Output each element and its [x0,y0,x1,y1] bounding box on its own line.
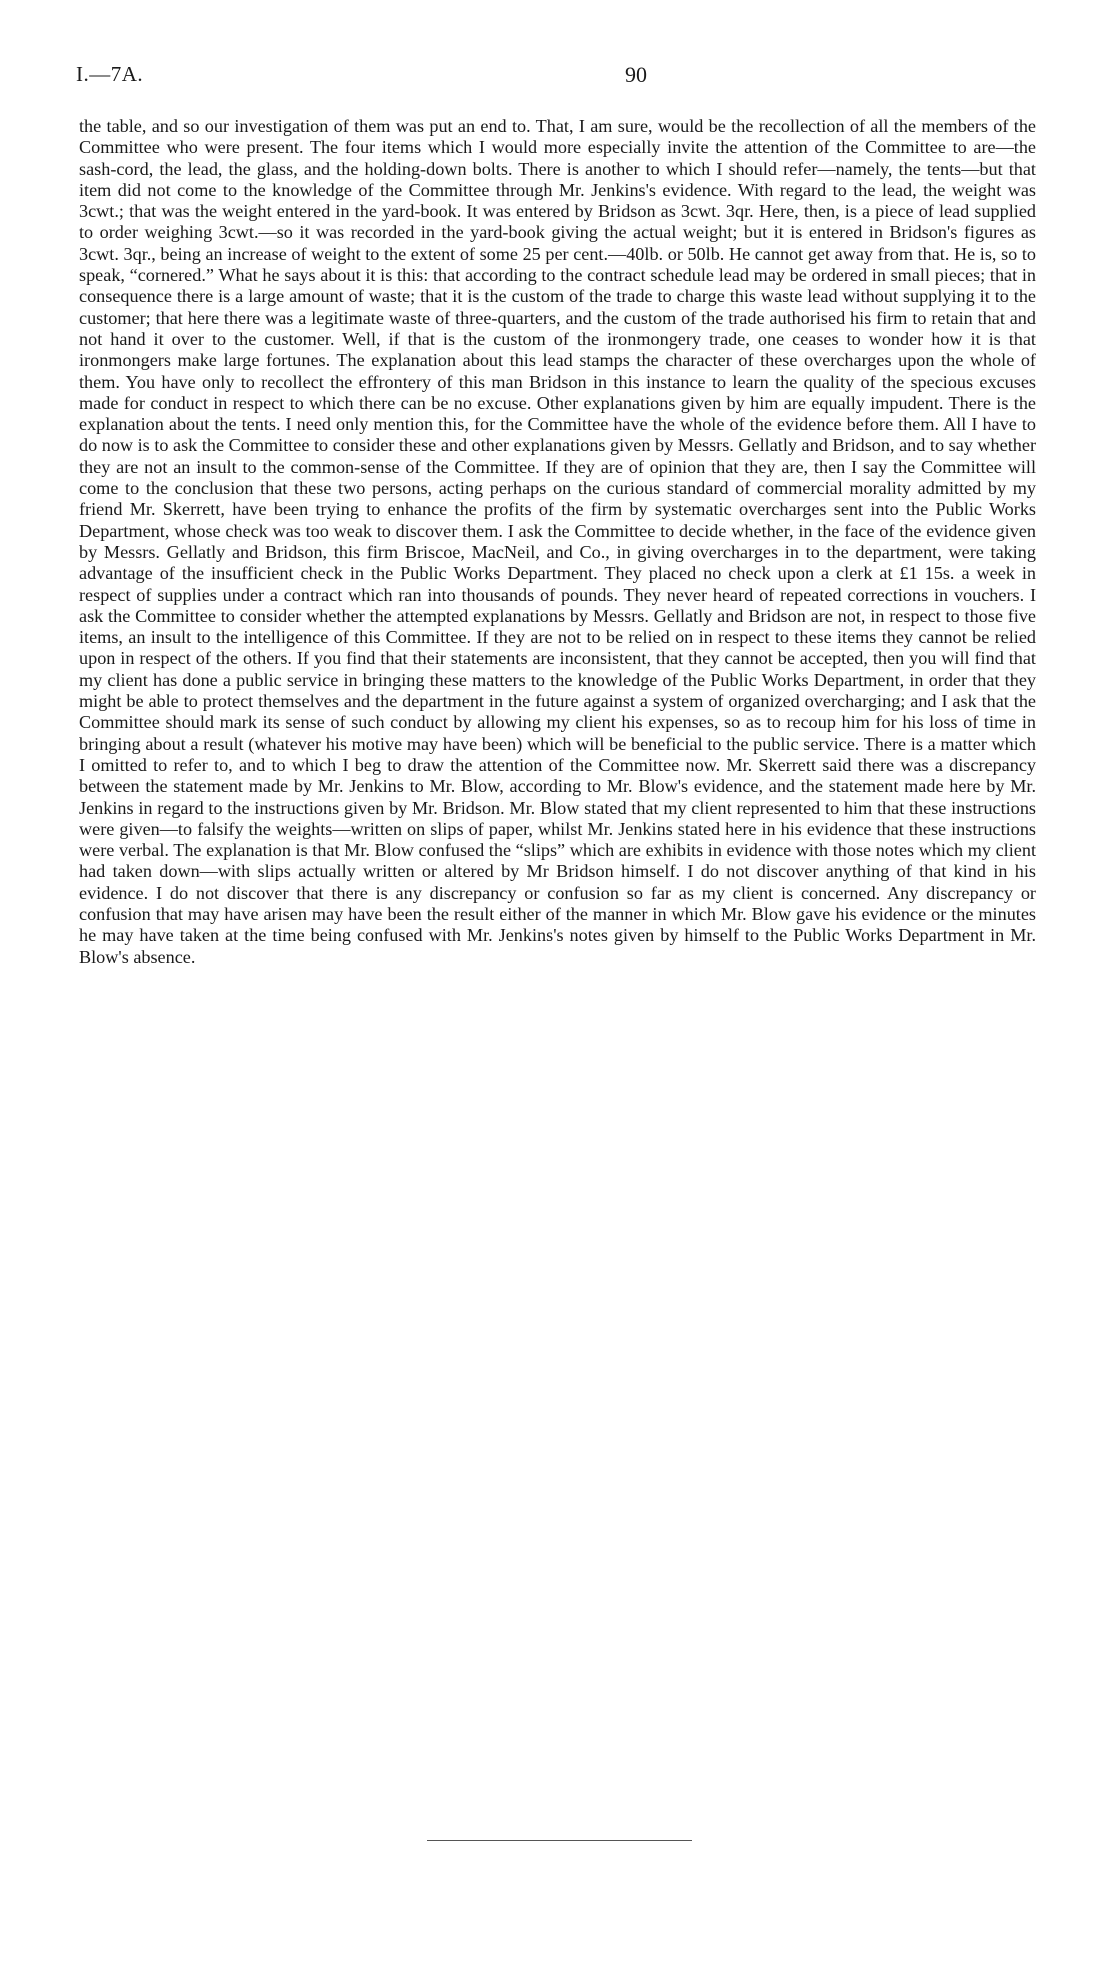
page-header [76,62,1036,94]
series-reference: I.—7A. [76,62,144,86]
page-number: 90 [625,62,647,87]
end-rule-divider [427,1840,692,1841]
body-paragraph: the table, and so our investigation of them was put an end to. That, I am sure, would be the recollection of all the members of the Committee who were present. The four items which I would more especially invite the attention of the Committee to are—the sash-cord, the lead, the glass, and the holding-down bolts. There is another to which I should refer—namely, the tents—but that item did not come to the knowledge of the Committee through Mr. Jenkins's evidence. With regard to the lead, the weight was 3cwt.; that was the weight entered in the yard-book. It was entered by Bridson as 3cwt. 3qr. Here, then, is a piece of lead supplied to order weighing 3cwt.—so it was recorded in the yard-book giving the actual weight; but it is entered in Bridson's figures as 3cwt. 3qr., being an increase of weight to the extent of some 25 per cent.—40lb. or 50lb. He cannot get away from that. He is, so to speak, “cornered.” What he says about it is this: that according to the contract schedule lead may be ordered in small pieces; that in consequence there is a large amount of waste; that it is the custom of the trade to charge this waste lead without supplying it to the customer; that here there was a legitimate waste of three-quarters, and the custom of the trade authorised his firm to retain that and not hand it over to the customer. Well, if that is the custom of the ironmongery trade, one ceases to wonder how it is that ironmongers make large fortunes. The explanation about this lead stamps the character of these overcharges upon the whole of them. You have only to recollect the effrontery of this man Bridson in this instance to learn the quality of the specious excuses made for conduct in respect to which there can be no excuse. Other explanations given by him are equally impudent. There is the explanation about the tents. I need only mention this, for the Committee have the whole of the evidence before them. All I have to do now is to ask the Committee to consider these and other explanations given by Messrs. Gellatly and Bridson, and to say whether they are not an insult to the common-sense of the Committee. If they are of opinion that they are, then I say the Committee will come to the conclusion that these two persons, acting perhaps on the curious standard of commercial morality admitted by my friend Mr. Skerrett, have been trying to enhance the profits of the firm by systematic overcharges sent into the Public Works Department, whose check was too weak to discover them. I ask the Committee to decide whether, in the face of the evidence given by Messrs. Gellatly and Bridson, this firm Briscoe, MacNeil, and Co., in giving overcharges in to the department, were taking advantage of the insufficient check in the Public Works Department. They placed no check upon a clerk at £1 15s. a week in respect of supplies under a contract which ran into thousands of pounds. They never heard of repeated corrections in vouchers. I ask the Committee to consider whether the attempted explanations by Messrs. Gellatly and Bridson are not, in respect to those five items, an insult to the intelligence of this Committee. If they are not to be relied on in respect to these items they cannot be relied upon in respect of the others. If you find that their statements are inconsistent, that they cannot be accepted, then you will find that my client has done a public service in bringing these matters to the knowledge of the Public Works Department, in order that they might be able to protect themselves and the department in the future against a system of organized overcharging; and I ask that the Committee should mark its sense of such conduct by allowing my client his expenses, so as to recoup him for his loss of time in bringing about a result (whatever his motive may have been) which will be beneficial to the public service. There is a matter which I omitted to refer to, and to which I beg to draw the attention of the Committee now. Mr. Skerrett said there was a discrepancy between the statement made by Mr. Jenkins to Mr. Blow, according to Mr. Blow's evidence, and the statement made here by Mr. Jenkins in regard to the instructions given by Mr. Bridson. Mr. Blow stated that my client represented to him that these instructions were given—to falsify the weights—written on slips of paper, whilst Mr. Jenkins stated here in his evidence that these instructions were verbal. The explanation is that Mr. Blow confused the “slips” which are exhibits in evidence with those notes which my client had taken down—with slips actually written or altered by Mr Bridson himself. I do not discover anything of that kind in his evidence. I do not discover that there is any discrepancy or confusion so far as my client is concerned. Any discrepancy or confusion that may have arisen may have been the result either of the manner in which Mr. Blow gave his evidence or the minutes he may have taken at the time being confused with Mr. Jenkins's notes given by himself to the Public Works Department in Mr. Blow's absence. [79,116,1036,967]
